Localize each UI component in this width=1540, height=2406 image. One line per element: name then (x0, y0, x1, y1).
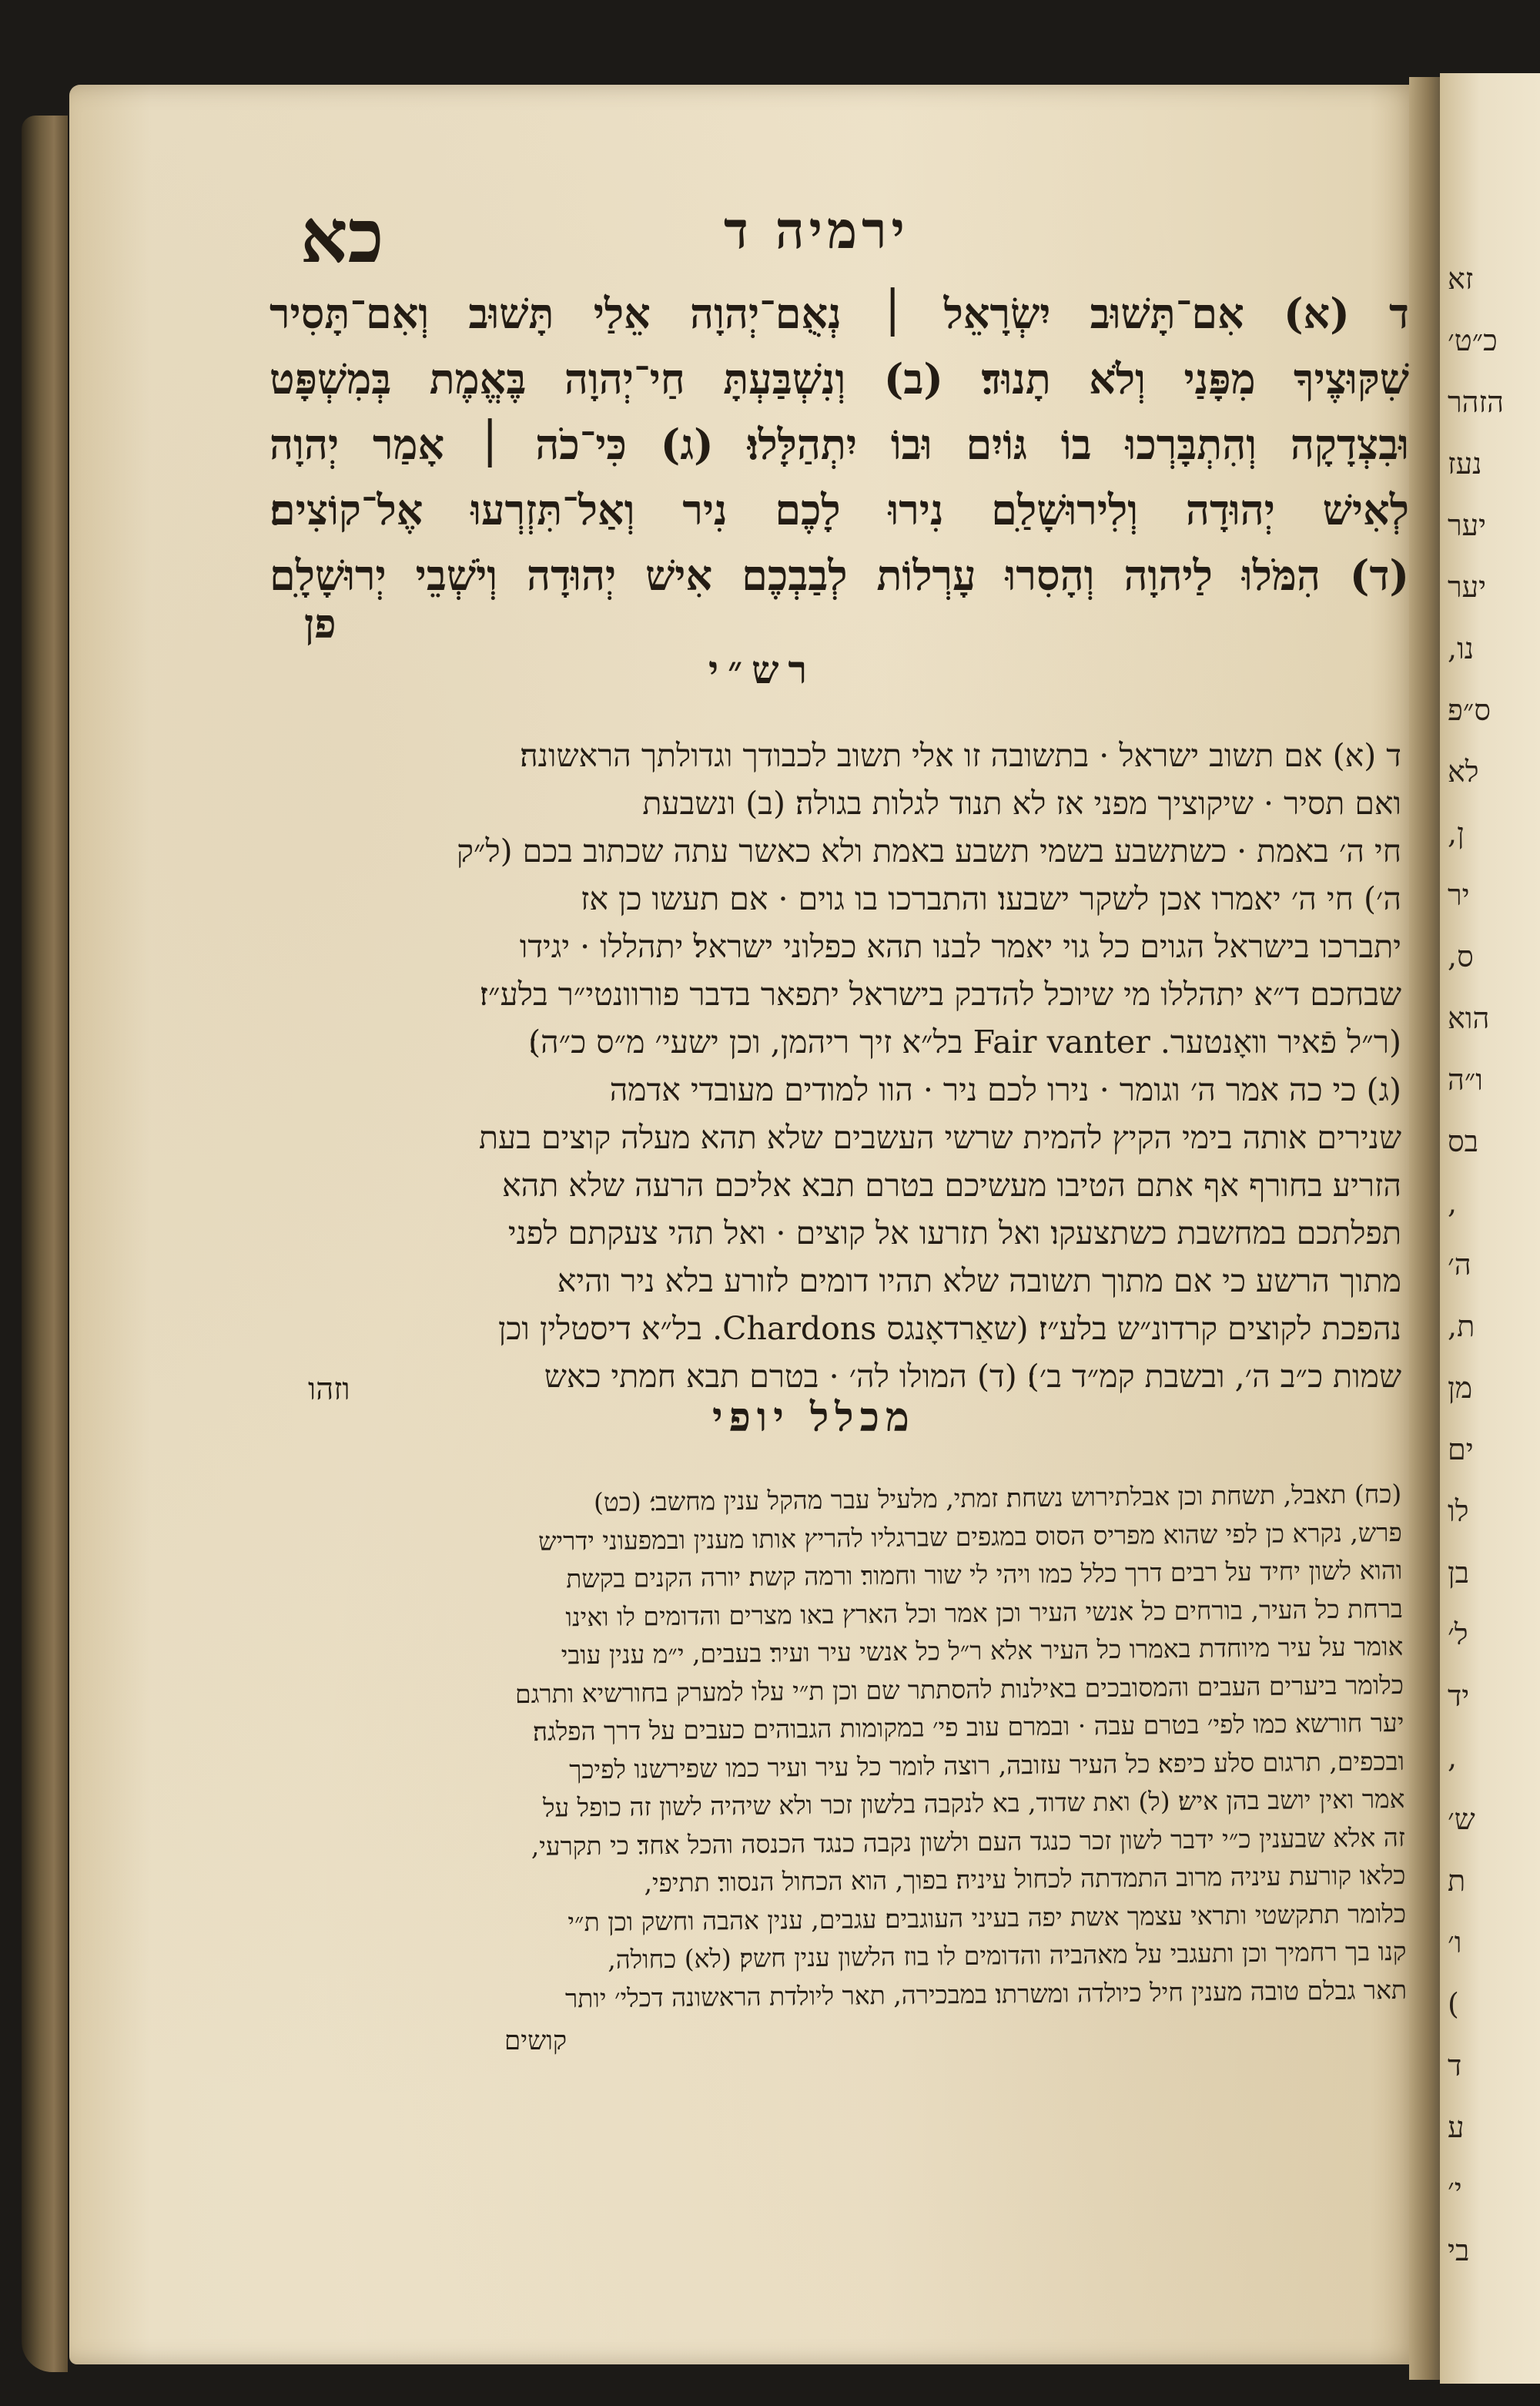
mikhlal-line: אומר על עיר מיוחדת באמרו כל העיר אלא ר״ל כל אנשי עיר ועיר׃ בעבים, י״מ ענין עובי (561, 1630, 1404, 1670)
rashi-line: ד (א) אם תשוב ישראל · בתשובה זו אלי תשוב לכבודך וגדולתך הראשונה׃ (520, 737, 1401, 774)
catchword: וזהו (308, 1372, 350, 1407)
mikhlal-line: והוא לשון יחיד על רבים דרך כלל כמו ויהי לי שור וחמור׃ ורמה קשת׃ יורה הקנים בקשת (566, 1554, 1403, 1594)
facing-page-fragment: י׳ (1448, 2172, 1462, 2206)
rashi-line: (ר״ל פֿאיר װאָנטער. Fair vanter בל״א זיך ריהמן, וכן ישעי׳ מ״ס כ״ה)׃ (528, 1024, 1401, 1061)
mikhlal-line: ברחת כל העיר, בורחים כל אנשי העיר וכן אמר וכל הארץ באו מצרים והדומים לו ואינו (565, 1593, 1404, 1632)
facing-page-fragment: יד (1448, 1679, 1470, 1713)
mikhlal-line: כלאו קורעת עיניה מרוב התמדתה לכחול עיניה׃ בפוך, הוא הכחול הנסור׃ תתיפי, (644, 1859, 1406, 1898)
facing-page-fragment: ל׳ (1448, 1617, 1468, 1651)
facing-page-fragment: ת, (1448, 1309, 1475, 1343)
mikhlal-line: ובכפים, תרגום סלע כיפא׃ כל העיר עזובה, רוצה לומר כל עיר ועיר כמו שפירשנו לפיכך (569, 1745, 1405, 1784)
mikhlal-yofi-commentary (266, 1475, 1407, 2020)
verse-line: לְאִישׁ יְהוּדָה וְלִירוּשָׁלַ‍ִם נִירוּ לָכֶם נִיר וְאַל־תִּזְרְעוּ אֶל־קוֹצִים׃ (270, 485, 1409, 534)
facing-page-fragment: ו״ה (1448, 1063, 1484, 1097)
rashi-line: נהפכת לקוצים קרדונ״ש בלע״ז׃ (שאַרדאָנגס Chardons. בל״א דיסטלין וכן (497, 1310, 1401, 1347)
mikhlal-line: קנו בך רחמיך וכן ותעגבי על מאהביה והדומים לו בוז הלשון ענין חשק׃ (לא) כחולה, (608, 1935, 1407, 1975)
rashi-heading: רש״י (708, 647, 817, 692)
rashi-line: הזריע בחורף אף אתם הטיבו מעשיכם בטרם תבא אליכם הרעה שלא תהא (502, 1167, 1401, 1204)
rashi-line: חי ה׳ באמת · כשתשבע בשמי תשבע באמת ולא כאשר עתה שכתוב בכם (ל״ק (456, 833, 1401, 870)
facing-page-fragment: ים (1448, 1433, 1474, 1466)
facing-page-fragment: ע (1448, 2110, 1465, 2144)
rashi-line: (ג) כי כה אמר ה׳ וגומר · נירו לכם ניר · הוו למודים מעובדי אדמה (609, 1071, 1401, 1108)
rashi-line: מתוך הרשע כי אם מתוך תשובה שלא תהיו דומים לזורע בלא ניר והיא (557, 1262, 1401, 1299)
rashi-line: שמות כ״ב ה׳, ובשבת קמ״ד ב׳)׃ (ד) המולו לה׳ · בטרם תבא חמתי כאש (544, 1358, 1401, 1395)
facing-page-fragment: ) (1448, 1987, 1459, 2021)
verse-line: וּבִצְדָקָה וְהִתְבָּרְכוּ בוֹ גּוֹיִם וּבוֹ יִתְהַלָּלוּ׃ (ג) כִּי־כֹה ׀ אָמַר יְהוָה (270, 420, 1409, 469)
facing-page-fragment: בי (1448, 2233, 1470, 2267)
facing-page-fragment: נעז (1448, 447, 1482, 481)
facing-page-fragment: בן (1448, 1556, 1469, 1590)
facing-page-fragment: ה׳ (1448, 1248, 1471, 1282)
mikhlal-yofi-heading: מכלל יופי (712, 1394, 916, 1441)
facing-page-fragment: כ״ט׳ (1448, 323, 1498, 357)
catchword: קושים (504, 2026, 567, 2056)
facing-page-fragment: ש׳ (1448, 1802, 1475, 1836)
facing-page-fragment: , (1448, 1186, 1458, 1220)
catchword: פן (304, 601, 336, 648)
rashi-commentary (270, 732, 1401, 1400)
facing-page-fragment: הזהר (1448, 385, 1504, 419)
facing-page-fragment: יר (1448, 878, 1470, 912)
facing-page-fragment: נו, (1448, 632, 1475, 665)
mikhlal-line: אמר ואין יושב בהן איש׃ (ל) ואת שדוד, בא לנקבה בלשון זכר ולא שיהיה לשון זה כופל על (542, 1783, 1405, 1823)
facing-page-fragment: ת (1448, 1864, 1466, 1898)
rashi-line: תפלתכם במחשבת כשתצעקו׃ ואל תזרעו אל קוצים · ואל תהי צעקתם לפני (507, 1215, 1401, 1252)
mikhlal-line: יער חורשא כמו לפי׳ בטרם עבה · ובמרם עוב פי׳ במקומות הגבוהים כעבים על דרך הפלגה׃ (532, 1707, 1404, 1747)
verse-line: (ד) הִמֹּלוּ לַיהוָה וְהָסִרוּ עָרְלוֹת לְבַבְכֶם אִישׁ יְהוּדָה וְיֹשְׁבֵי יְרוּשָׁלָ‍ִם (270, 551, 1409, 600)
facing-page-fragment: הוא (1448, 1001, 1490, 1035)
facing-page-fragment: מן (1448, 1371, 1473, 1405)
facing-page-fragment: ן, (1448, 816, 1465, 850)
facing-page-fragment: בס (1448, 1124, 1478, 1158)
facing-page-fragment: ס, (1448, 940, 1474, 973)
verse-line: ד (א) אִם־תָּשׁוּב יִשְׂרָאֵל ׀ נְאֻם־יְהוָה אֵלַי תָּשׁוּב וְאִם־תָּסִיר (270, 289, 1409, 338)
facing-page-fragment: לא (1448, 755, 1479, 789)
facing-page (1440, 73, 1540, 2384)
book-cover-edge (22, 116, 68, 2372)
running-title: ירמיה ד (724, 200, 909, 260)
mikhlal-line: כלומר תתקשטי ותראי עצמך אשת יפה בעיני העוגבים׃ עגבים, ענין אהבה וחשק וכן ת״י (567, 1898, 1407, 1937)
rashi-line: שבחכם ד״א יתהללו מי שיוכל להדבק בישראל יתפאר בדבר פורוונטי״ר בלע״ז׃ (479, 976, 1401, 1013)
scripture-text (270, 281, 1409, 608)
folio-number: כא (300, 193, 384, 280)
rashi-line: יתברכו בישראל הגוים כל גוי יאמר לבנו תהא כפלוני ישראל׃ יתהללו · יגידו (519, 928, 1401, 965)
mikhlal-line: פרש, נקרא כן לפי שהוא מפריס הסוס במגפים שברגליו להריץ אותו מענין ובמפעוני ידריש (537, 1516, 1402, 1557)
mikhlal-line: זה אלא שבענין כ״י ידבר לשון זכר כנגד העם ולשון נקבה כנגד הכנסה והכל אחד׃ כי תקרעי, (531, 1821, 1406, 1861)
facing-page-fragment: לו (1448, 1494, 1469, 1528)
facing-page-fragment: ד (1448, 2049, 1462, 2083)
facing-page-fragment: יער (1448, 570, 1487, 604)
mikhlal-line: (כח) תאבל, תשחת וכן אבלתירוש נשחת׃ זמתי, מלעיל עבר מהקל ענין מחשב׳׃ (כט) (593, 1478, 1402, 1517)
rashi-line: ואם תסיר · שיקוציך מפני אז לא תנוד לגלות בגולה׃ (ב) ונשבעת (642, 785, 1401, 822)
page-header (231, 193, 1348, 280)
facing-page-fragment: זא (1448, 262, 1474, 296)
facing-page-fragment: ו׳ (1448, 1925, 1462, 1959)
verse-line: שִׁקּוּצֶיךָ מִפָּנַי וְלֹא תָנוּד׃ (ב) וְנִשְׁבַּעְתָּ חַי־יְהוָה בֶּאֱמֶת בְּמִשְׁפָּט (270, 354, 1409, 404)
facing-page-fragment: ס״פ (1448, 693, 1491, 727)
rashi-line: שנירים אותה בימי הקיץ להמית שרשי העשבים שלא תהא מעלה קוצים בעת (479, 1119, 1401, 1156)
facing-page-fragment: יער (1448, 508, 1487, 542)
mikhlal-line: כלומר ביערים העבים והמסובכים באילנות להסתתר שם וכן ת״י עלו למערק בחורשיא ותרגם (514, 1669, 1404, 1709)
mikhlal-line: תאר גבלם טובה מענין חיל כיולדה ומשרתו׃ במבכירה, תאר ליולדת הראשונה דכלי׳ יותר (564, 1974, 1408, 2013)
rashi-line: ה׳) חי ה׳ יאמרו אכן לשקר ישבעו׃ והתברכו בו גוים · אם תעשו כן אז (580, 880, 1401, 917)
facing-page-fragment: , (1448, 1741, 1458, 1774)
